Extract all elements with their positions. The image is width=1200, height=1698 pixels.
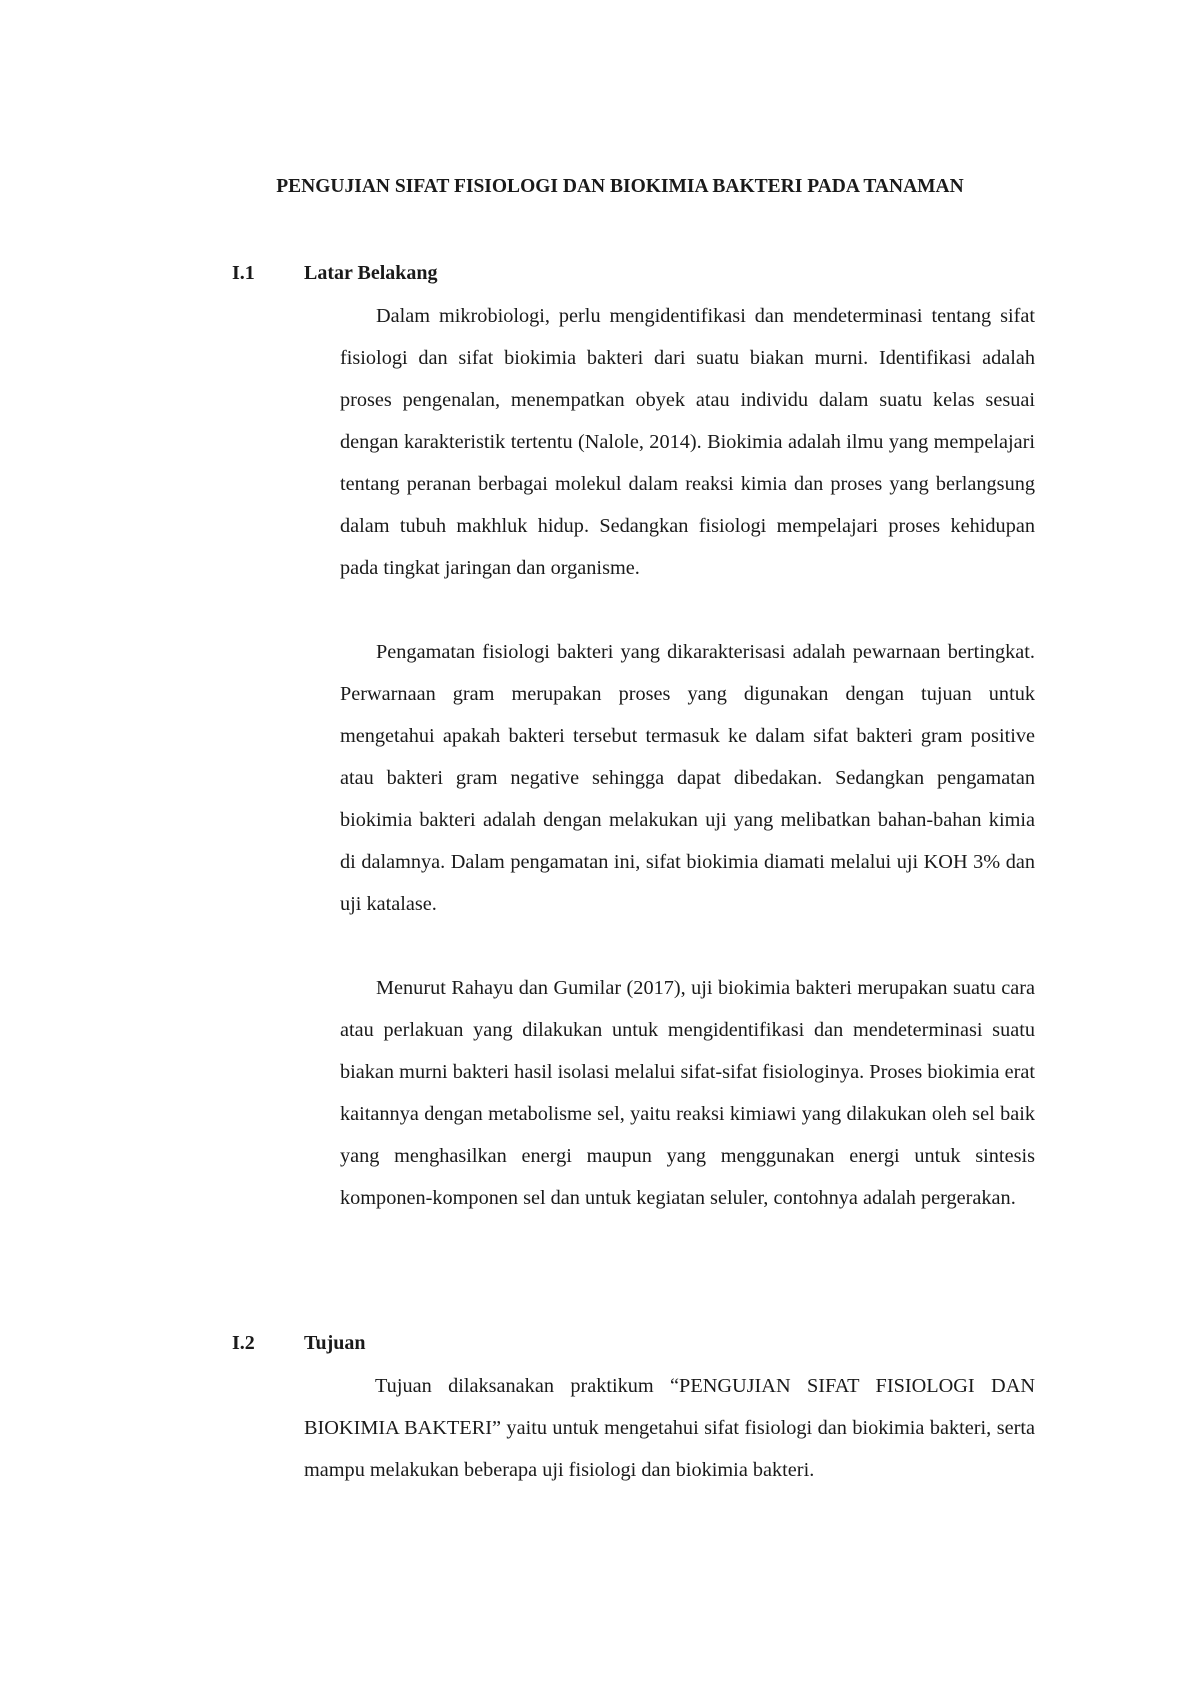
section-1-heading: Latar Belakang (304, 262, 438, 284)
latar-belakang-paragraph-2: Pengamatan fisiologi bakteri yang dikarakterisasi adalah pewarnaan bertingkat. Perwarnaan gram merupakan proses yang digunakan dengan tujuan untuk mengetahui apakah bakteri tersebut termasuk ke dalam sifat bakteri gram positive atau bakteri gram negative sehingga dapat dibedakan. Sedangkan pengamatan biokimia bakteri adalah dengan melakukan uji yang melibatkan bahan-bahan kimia di dalamnya. Dalam pengamatan ini, sifat biokimia diamati melalui uji KOH 3% dan uji katalase. (340, 641, 1035, 915)
section-2-heading: Tujuan (304, 1332, 366, 1354)
section-2-number: I.2 (232, 1332, 255, 1354)
tujuan-paragraph: Tujuan dilaksanakan praktikum “PENGUJIAN SIFAT FISIOLOGI DAN BIOKIMIA BAKTERI” yaitu untuk mengetahui sifat fisiologi dan biokimia bakteri, serta mampu melakukan beberapa uji fisiologi dan biokimia bakteri. (304, 1375, 1035, 1481)
latar-belakang-paragraph-1: Dalam mikrobiologi, perlu mengidentifikasi dan mendeterminasi tentang sifat fisiologi dan sifat biokimia bakteri dari suatu biakan murni. Identifikasi adalah proses pengenalan, menempatkan obyek atau individu dalam suatu kelas sesuai dengan karakteristik tertentu (Nalole, 2014). Biokimia adalah ilmu yang mempelajari tentang peranan berbagai molekul dalam reaksi kimia dan proses yang berlangsung dalam tubuh makhluk hidup. Sedangkan fisiologi mempelajari proses kehidupan pada tingkat jaringan dan organisme. (340, 305, 1035, 579)
document-title: PENGUJIAN SIFAT FISIOLOGI DAN BIOKIMIA BAKTERI PADA TANAMAN (276, 176, 964, 197)
latar-belakang-paragraph-3: Menurut Rahayu dan Gumilar (2017), uji biokimia bakteri merupakan suatu cara atau perlakuan yang dilakukan untuk mengidentifikasi dan mendeterminasi suatu biakan murni bakteri hasil isolasi melalui sifat-sifat fisiologinya. Proses biokimia erat kaitannya dengan metabolisme sel, yaitu reaksi kimiawi yang dilakukan oleh sel baik yang menghasilkan energi maupun yang menggunakan energi untuk sintesis komponen-komponen sel dan untuk kegiatan seluler, contohnya adalah pergerakan. (340, 977, 1035, 1209)
section-1-number: I.1 (232, 262, 255, 284)
